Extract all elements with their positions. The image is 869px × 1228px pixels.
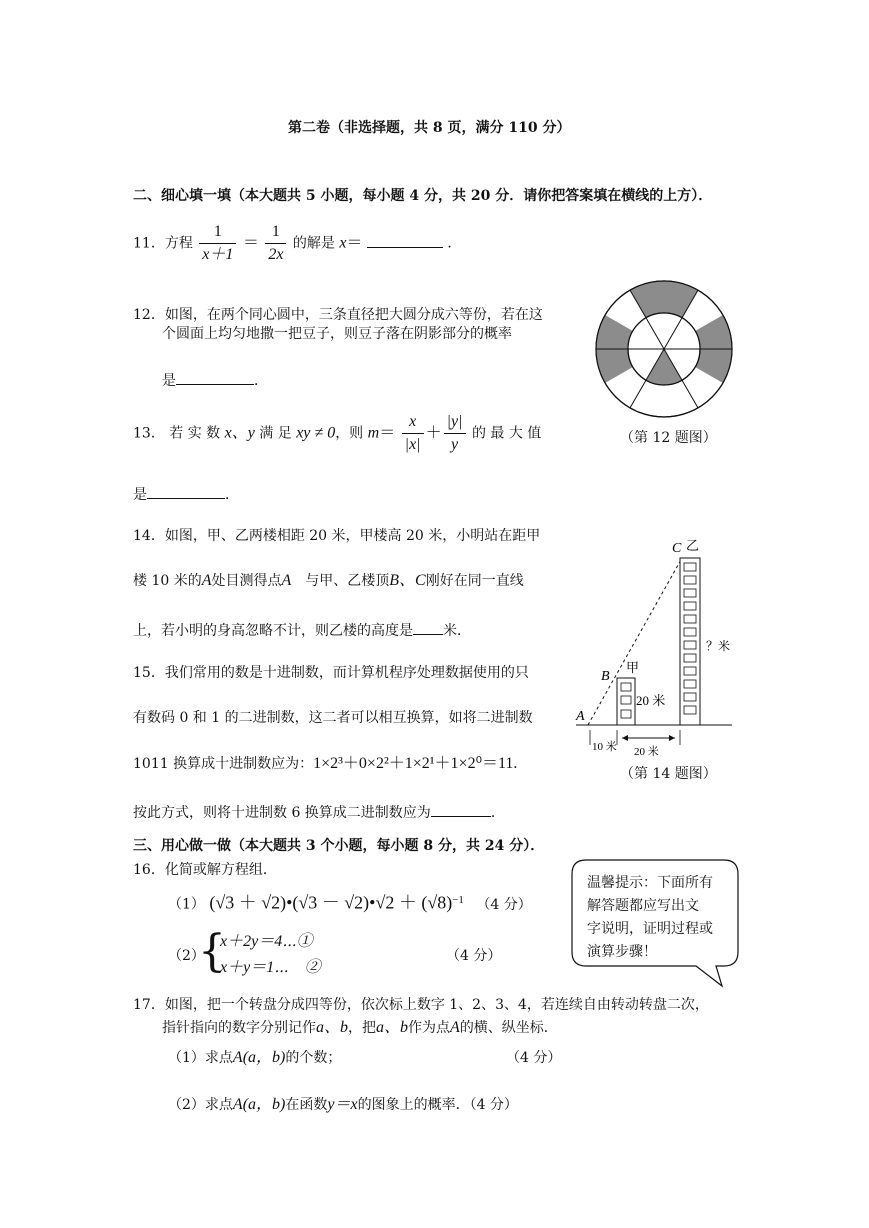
q12-answer-blank[interactable] xyxy=(176,370,254,385)
q15-line4: 按此方式，则将十进制数 6 换算成二进制数应为 ． xyxy=(133,802,505,821)
q14-line2: 楼 10 米的A处目测得点A 与甲、乙楼顶B、C刚好在同一直线 xyxy=(133,572,524,589)
q13-vars: x、y xyxy=(224,424,255,442)
tip-text: 温馨提示：下面所有 解答题都应写出文 字说明，证明过程或 演算步骤！ xyxy=(587,875,713,960)
q12-line3: 是 ． xyxy=(162,370,268,389)
q13-condition: xy ≠ 0 xyxy=(296,424,336,442)
q13-line2: 是 ． xyxy=(133,484,239,503)
q11-prefix: 11．方程 xyxy=(133,235,193,252)
q16-expression-1: (√3 ＋ √2)•(√3 － √2)•√2 ＋ (√8) xyxy=(209,892,453,913)
q15-line1: 15．我们常用的数是十进制数，而计算机程序处理数据使用的只 xyxy=(133,665,529,681)
q14-figure-caption: （第 14 题图） xyxy=(620,766,717,782)
section-3-heading: 三、用心做一做（本大题共 3 个小题，每小题 8 分，共 24 分）． xyxy=(133,838,545,854)
q15-line3: 1011 换算成十进制数应为：1×2³＋0×2²＋1×2¹＋1×2⁰＝11. xyxy=(133,755,518,772)
paper-title: 第二卷（非选择题，共 8 页，满分 110 分） xyxy=(288,120,571,136)
q14-line3: 上，若小明的身高忽略不计，则乙楼的高度是 米． xyxy=(133,620,471,639)
question-13: 13． 若 实 数 x、y 满 足 xy ≠ 0，则 m＝ $\frac{x}{|x|}$ ＋ $\frac{|y|}{y}$ 的 最 大 值 xyxy=(133,413,542,453)
q17-line1: 17．如图，把一个转盘分成四等份，依次标上数字 1、2、3、4，若连续自由转动转盘二次， xyxy=(133,997,709,1013)
q13-fraction-x: $\frac{x}{|x|}$ xyxy=(402,412,424,455)
label-20m-distance: 20 米 xyxy=(634,746,659,758)
q17-part1-score: （4 分） xyxy=(506,1050,562,1066)
label-height-unknown: ？米 xyxy=(706,639,731,653)
q11-fraction-left: $\frac{1}{x+1}$ xyxy=(199,222,236,265)
label-10m: 10 米 xyxy=(592,741,617,753)
q13-fraction-y: $\frac{|y|}{y}$ xyxy=(444,412,466,455)
q12-line2: 个圆面上均匀地撒一把豆子，则豆子落在阴影部分的概率 xyxy=(162,326,512,342)
q17-line2: 指针指向的数字分别记作a、b，把a、b作为点A的横、纵坐标． xyxy=(162,1019,558,1036)
q16-part1: （1） (√3 ＋ √2)•(√3 － √2)•√2 ＋ $(√8)^{-1}$ （4 分） xyxy=(168,892,532,913)
q11-x: x xyxy=(339,234,347,252)
question-11: 11．方程 $\frac{1}{x+1}$ ＝ $\frac{1}{2x}$ 的解是 x＝ ． xyxy=(133,223,462,263)
label-C: C xyxy=(672,541,682,556)
q15-answer-blank[interactable] xyxy=(431,802,491,817)
q17-part1: （1）求点A(a，b)的个数； xyxy=(168,1049,342,1066)
q13-answer-blank[interactable] xyxy=(147,484,225,499)
q14-line1: 14．如图，甲、乙两楼相距 20 米，甲楼高 20 米，小明站在距甲 xyxy=(133,528,541,544)
label-A: A xyxy=(576,709,585,724)
q11-answer-blank[interactable] xyxy=(367,233,443,248)
q11-mid: 的解是 xyxy=(292,235,335,252)
q17-point: A(a，b) xyxy=(232,1049,286,1066)
section-2-heading: 二、细心填一填（本大题共 5 小题，每小题 4 分，共 20 分．请你把答案填在横线的上方）． xyxy=(133,188,713,204)
label-yi: 乙 xyxy=(686,538,700,553)
q11-fraction-right: $\frac{1}{2x}$ xyxy=(265,222,286,265)
q16-title: 16．化简或解方程组． xyxy=(133,862,277,878)
q16-equation-2: x＋y＝1⋯ ② xyxy=(220,959,321,976)
q17-part2: （2）求点A(a，b)在函数y＝x的图象上的概率．（4 分） xyxy=(168,1096,518,1113)
q16-equation-1: x＋2y＝4⋯① xyxy=(220,933,313,950)
q15-expression: 1×2³＋0×2²＋1×2¹＋1×2⁰＝11. xyxy=(313,755,518,772)
label-B: B xyxy=(601,669,610,684)
q17-function: y＝x xyxy=(327,1096,358,1113)
label-jia: 甲 xyxy=(626,660,640,675)
q12-line1: 12．如图，在两个同心圆中，三条直径把大圆分成六等份，若在这 xyxy=(133,307,543,323)
q11-end: ． xyxy=(447,235,462,252)
q15-line2: 有数码 0 和 1 的二进制数，这二者可以相互换算，如将二进制数 xyxy=(133,710,533,726)
q12-figure-caption: （第 12 题图） xyxy=(620,430,717,446)
q12-concentric-circles-figure xyxy=(593,278,735,420)
label-20m-height: 20 米 xyxy=(636,693,666,708)
q14-answer-blank[interactable] xyxy=(413,620,443,635)
q14-buildings-figure xyxy=(572,530,742,760)
